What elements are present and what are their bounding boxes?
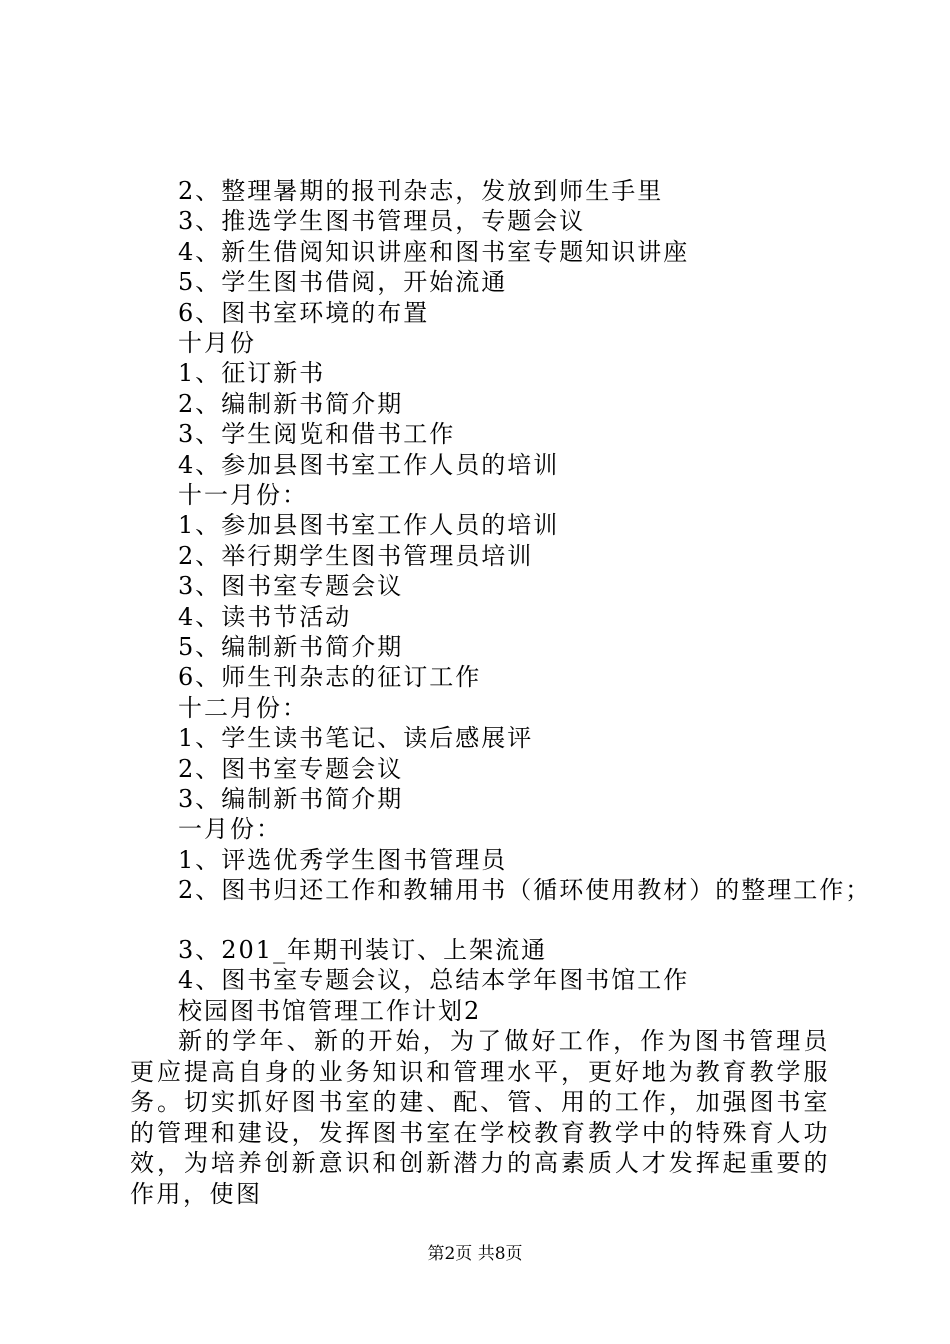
list-item: 3、学生阅览和借书工作 bbox=[178, 420, 456, 449]
list-item: 4、读书节活动 bbox=[178, 602, 352, 631]
list-item: 2、图书归还工作和教辅用书（循环使用教材）的整理工作； bbox=[178, 876, 872, 905]
list-item: 2、图书室专题会议 bbox=[178, 754, 404, 783]
section-title: 校园图书馆管理工作计划2 bbox=[178, 996, 482, 1025]
list-item: 4、新生借阅知识讲座和图书室专题知识讲座 bbox=[178, 237, 690, 266]
section-heading: 十月份 bbox=[178, 329, 256, 357]
body-paragraph: 新的学年、新的开始，为了做好工作，作为图书管理员更应提高自身的业务知识和管理水平，更好地为教育教学服务。切实抓好图书室的建、配、管、用的工作，加强图书室的管理和建设，发挥图书室在学校教育教学中的特殊育人功效，为培养创新意识和创新潜力的高素质人才发挥起重要的作用，使图 bbox=[130, 1027, 830, 1208]
list-item: 2、编制新书简介期 bbox=[178, 389, 404, 418]
list-item: 5、编制新书简介期 bbox=[178, 633, 404, 661]
section-heading: 十一月份： bbox=[178, 481, 308, 509]
list-item: 3、201_年期刊装订、上架流通 bbox=[178, 936, 548, 964]
page-number: 第2页 共8页 bbox=[427, 1244, 523, 1264]
list-item: 3、图书室专题会议 bbox=[178, 572, 404, 601]
list-item: 1、评选优秀学生图书管理员 bbox=[178, 845, 508, 874]
section-heading: 十二月份： bbox=[178, 693, 308, 722]
list-item: 1、学生读书笔记、读后感展评 bbox=[178, 724, 534, 753]
list-item: 2、整理暑期的报刊杂志，发放到师生手里 bbox=[178, 177, 664, 205]
section-heading: 一月份： bbox=[178, 815, 282, 844]
list-item: 4、图书室专题会议，总结本学年图书馆工作 bbox=[178, 966, 690, 995]
list-item: 4、参加县图书室工作人员的培训 bbox=[178, 450, 560, 479]
list-item: 6、师生刊杂志的征订工作 bbox=[178, 663, 482, 692]
list-item: 1、参加县图书室工作人员的培训 bbox=[178, 511, 560, 540]
list-item: 2、举行期学生图书管理员培训 bbox=[178, 541, 534, 570]
list-item: 3、推选学生图书管理员，专题会议 bbox=[178, 207, 586, 236]
list-item: 6、图书室环境的布置 bbox=[178, 298, 430, 327]
list-item: 3、编制新书简介期 bbox=[178, 785, 404, 813]
list-item: 5、学生图书借阅，开始流通 bbox=[178, 268, 508, 297]
list-item: 1、征订新书 bbox=[178, 359, 326, 388]
